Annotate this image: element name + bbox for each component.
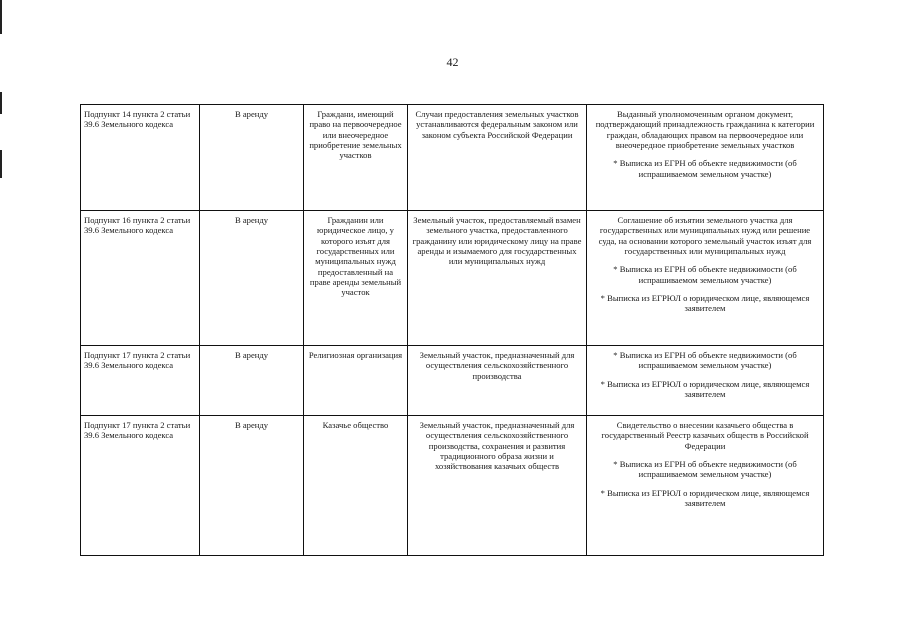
document-item: * Выписка из ЕГРН об объекте недвижимости (об испрашиваемом земельном участке) <box>613 158 797 179</box>
cases-cell: Земельный участок, предназначенный для осуществления сельскохозяйственного производства, сохранения и развития традиционного образа жизни и хозяйствования казачьих обществ <box>408 416 587 556</box>
table-row <box>81 346 824 416</box>
cases-cell: Земельный участок, предназначенный для осуществления сельскохозяйственного производства <box>408 346 587 416</box>
document-item: * Выписка из ЕГРЮЛ о юридическом лице, являющемся заявителем <box>600 378 810 399</box>
table-row <box>81 105 824 211</box>
right-type-cell: В аренду <box>200 105 304 211</box>
scan-margin-mark <box>0 0 2 34</box>
document-item: * Выписка из ЕГРЮЛ о юридическом лице, являющемся заявителем <box>600 292 810 314</box>
scan-margin-mark <box>0 92 2 114</box>
document-item: * Выписка из ЕГРН об объекте недвижимости (об испрашиваемом земельном участке) <box>613 264 797 285</box>
right-type-cell: В аренду <box>200 211 304 346</box>
cases-cell: Земельный участок, предоставляемый взамен земельного участка, предоставленного гражданину или юридическому лицу на праве аренды и изымаемого для государственных или муниципальных нужд <box>408 211 587 346</box>
applicant-cell: Казачье общество <box>304 416 408 556</box>
cases-cell: Случаи предоставления земельных участков устанавливаются федеральным законом или законом субъекта Российской Федерации <box>408 105 587 211</box>
document-item: * Выписка из ЕГРН об объекте недвижимости (об испрашиваемом земельном участке) <box>613 350 797 371</box>
scan-margin-mark <box>0 150 2 178</box>
documents-cell <box>587 105 824 211</box>
legal-basis-cell: Подпункт 14 пункта 2 статьи 39.6 Земельного кодекса <box>81 105 200 211</box>
page-number: 42 <box>446 55 459 69</box>
table-row <box>81 211 824 346</box>
legal-basis-cell: Подпункт 16 пункта 2 статьи 39.6 Земельного кодекса <box>81 211 200 346</box>
documents-cell <box>587 211 824 346</box>
legal-basis-cell: Подпункт 17 пункта 2 статьи 39.6 Земельного кодекса <box>81 416 200 556</box>
document-item: * Выписка из ЕГРН об объекте недвижимости (об испрашиваемом земельном участке) <box>613 458 797 480</box>
land-plot-table <box>80 104 824 556</box>
legal-basis-cell: Подпункт 17 пункта 2 статьи 39.6 Земельного кодекса <box>81 346 200 416</box>
right-type-cell: В аренду <box>200 346 304 416</box>
document-item: Свидетельство о внесении казачьего общества в государственный Реестр казачьих обществ в Российской Федерации <box>601 420 809 451</box>
applicant-cell: Граждани, имеющий право на первоочередное или внеочередное приобретение земельных участков <box>304 105 408 211</box>
right-type-cell: В аренду <box>200 416 304 556</box>
documents-cell <box>587 346 824 416</box>
document-item: Выданный уполномоченным органом документ, подтверждающий принадлежность гражданина к категории граждан, обладающих правом на первоочередное или внеочередное приобретение земельных участков <box>595 109 815 150</box>
applicant-cell: Религиозная организация <box>304 346 408 416</box>
document-item: * Выписка из ЕГРЮЛ о юридическом лице, являющемся заявителем <box>600 487 810 508</box>
document-item: Соглашение об изъятии земельного участка для государственных или муниципальных нужд или решение суда, на основании которого земельный участок изъят для государственных или муниципальных нужд <box>598 215 812 256</box>
documents-cell <box>587 416 824 556</box>
table-row <box>81 416 824 556</box>
applicant-cell: Гражданин или юридическое лицо, у которого изъят для государственных или муниципальных нужд предоставленный на праве аренды земельный участок <box>304 211 408 346</box>
